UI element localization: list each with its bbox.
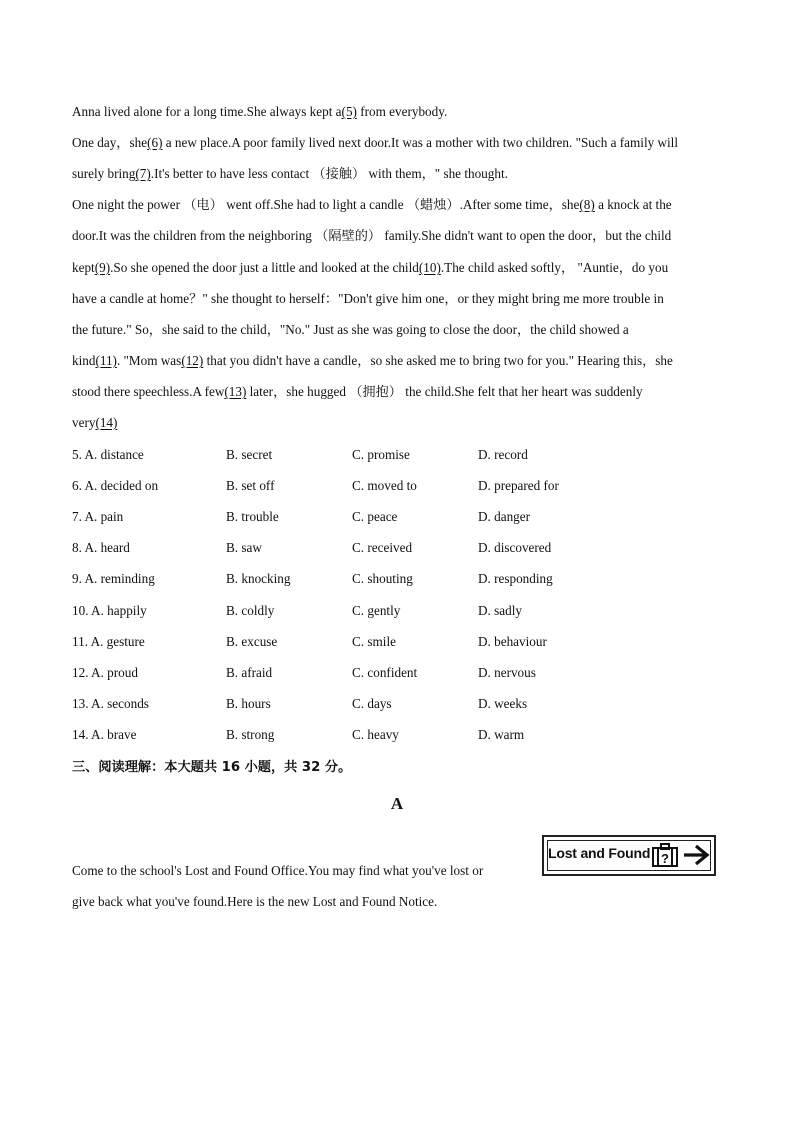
- passage-line: [72, 196, 672, 214]
- option-d: D. discovered: [478, 540, 552, 555]
- option-c: C. peace: [352, 509, 398, 524]
- blank-number: (9): [94, 260, 111, 275]
- passage-line: [72, 134, 678, 152]
- option-d: D. sadly: [478, 603, 522, 618]
- passage-line: [72, 165, 508, 183]
- option-a: 10. A. happily: [72, 603, 147, 618]
- option-row: [72, 726, 722, 744]
- option-a: 7. A. pain: [72, 509, 124, 524]
- option-d: D. danger: [478, 509, 530, 524]
- option-b: B. afraid: [226, 665, 273, 680]
- blank-number: (14): [95, 415, 118, 430]
- option-b: B. knocking: [226, 571, 291, 586]
- reading-line-2: give back what you've found.Here is the new Lost and Found Notice.: [72, 894, 438, 909]
- passage-text: .It's better to have less contact （接触） with them，" she thought.: [150, 166, 508, 181]
- option-d: D. prepared for: [478, 478, 559, 493]
- passage-text: .So she opened the door just a little and looked at the child: [110, 260, 419, 275]
- section-heading: 三、阅读理解：本大题共 16 小题，共 32 分。: [72, 760, 352, 775]
- passage-text: One day，she: [72, 135, 148, 150]
- passage-line: [72, 227, 671, 245]
- passage-text: .The child asked softly， "Auntie，do you: [440, 260, 669, 275]
- option-row: [72, 602, 722, 620]
- blank-number: (11): [95, 353, 117, 368]
- option-b: B. trouble: [226, 509, 279, 524]
- option-a: 6. A. decided on: [72, 478, 159, 493]
- passage-line: [72, 383, 643, 401]
- option-row: [72, 664, 722, 682]
- passage-text: very: [72, 415, 96, 430]
- sign-text: Lost and Found: [548, 845, 651, 861]
- option-row: [72, 539, 722, 557]
- option-row: [72, 508, 722, 526]
- passage-line: [72, 352, 673, 370]
- svg-text:?: ?: [661, 851, 669, 866]
- passage-text: the future." So，she said to the child，"No." Just as she was going to close the door，the child showed a: [72, 322, 629, 337]
- passage-text: have a candle at home？" she thought to herself："Don't give him one，or they might bring me more trouble in: [72, 291, 664, 306]
- option-d: D. warm: [478, 727, 525, 742]
- passage-letter: A: [390, 794, 404, 813]
- option-d: D. responding: [478, 571, 553, 586]
- blank-number: (8): [579, 197, 595, 212]
- option-b: B. coldly: [226, 603, 275, 618]
- passage-text: later，she hugged （拥抱） the child.She felt that her heart was suddenly: [246, 384, 643, 399]
- option-c: C. shouting: [352, 571, 413, 586]
- passage-text: door.It was the children from the neighboring （隔壁的） family.She didn't want to open the door，but the child: [72, 228, 672, 243]
- option-a: 13. A. seconds: [72, 696, 149, 711]
- passage-text: . "Mom was: [116, 353, 182, 368]
- option-b: B. strong: [226, 727, 275, 742]
- option-d: D. behaviour: [478, 634, 547, 649]
- passage-line: [72, 103, 447, 121]
- option-b: B. excuse: [226, 634, 278, 649]
- option-row: [72, 570, 722, 588]
- option-c: C. confident: [352, 665, 418, 680]
- blank-number: (7): [135, 166, 151, 181]
- option-c: C. smile: [352, 634, 396, 649]
- passage-text: that you didn't have a candle，so she asked me to bring two for you." Hearing this，she: [203, 353, 673, 368]
- option-c: C. promise: [352, 447, 410, 462]
- passage-line: [72, 321, 629, 339]
- option-row: [72, 446, 722, 464]
- option-c: C. heavy: [352, 727, 399, 742]
- passage-text: kept: [72, 260, 95, 275]
- blank-number: (12): [181, 353, 204, 368]
- passage-text: surely bring: [72, 166, 136, 181]
- reading-line-1: Come to the school's Lost and Found Office.You may find what you've lost or: [72, 863, 484, 878]
- arrow-right-icon: [682, 844, 710, 866]
- blank-number: (10): [418, 260, 441, 275]
- passage-text: stood there speechless.A few: [72, 384, 225, 399]
- option-a: 14. A. brave: [72, 727, 137, 742]
- passage-text: Anna lived alone for a long time.She always kept a: [72, 104, 342, 119]
- passage-line: [72, 259, 668, 277]
- luggage-question-icon: [652, 843, 678, 867]
- option-a: 9. A. reminding: [72, 571, 155, 586]
- option-a: 5. A. distance: [72, 447, 144, 462]
- option-row: [72, 633, 722, 651]
- passage-text: One night the power （电） went off.She had to light a candle （蜡烛）.After some time，she: [72, 197, 580, 212]
- option-row: [72, 695, 722, 713]
- passage-text: a knock at the: [594, 197, 672, 212]
- passage-text: a new place.A poor family lived next door.It was a mother with two children. "Such a family will: [162, 135, 679, 150]
- passage-text: kind: [72, 353, 96, 368]
- passage-line: [72, 414, 117, 432]
- option-row: [72, 477, 722, 495]
- option-c: C. moved to: [352, 478, 417, 493]
- blank-number: (13): [224, 384, 247, 399]
- option-d: D. weeks: [478, 696, 528, 711]
- option-d: D. nervous: [478, 665, 536, 680]
- passage-line: [72, 290, 664, 308]
- option-b: B. hours: [226, 696, 271, 711]
- option-b: B. secret: [226, 447, 273, 462]
- lost-and-found-sign: [542, 835, 716, 876]
- blank-number: (5): [341, 104, 357, 119]
- option-a: 12. A. proud: [72, 665, 138, 680]
- option-a: 8. A. heard: [72, 540, 130, 555]
- option-c: C. gently: [352, 603, 401, 618]
- option-c: C. days: [352, 696, 392, 711]
- blank-number: (6): [147, 135, 163, 150]
- passage-text: from everybody.: [356, 104, 448, 119]
- option-d: D. record: [478, 447, 528, 462]
- option-b: B. set off: [226, 478, 275, 493]
- option-b: B. saw: [226, 540, 262, 555]
- option-c: C. received: [352, 540, 413, 555]
- option-a: 11. A. gesture: [72, 634, 145, 649]
